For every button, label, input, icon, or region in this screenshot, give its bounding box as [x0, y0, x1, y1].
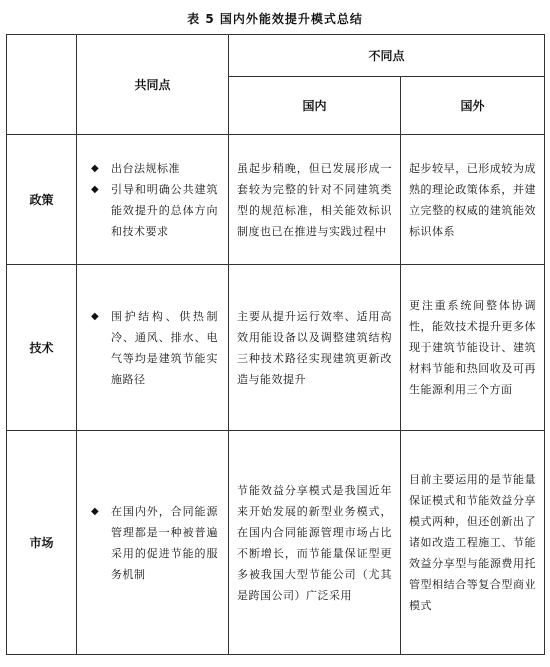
row-label-policy: 政策 — [7, 135, 77, 265]
table-title: 表 5 国内外能效提升模式总结 — [187, 12, 363, 26]
header-common: 共同点 — [77, 35, 229, 135]
foreign-text: 更注重系统间整体协调性，能效技术提升更多体现于建筑节能设计、建筑材料节能和热回收及可再生能源利用三个方面 — [409, 299, 537, 396]
domestic-cell-market — [229, 431, 401, 655]
common-point-text: 在国内外，合同能源管理都是一种被普遍采用的促进节能的服务机制 — [111, 504, 218, 581]
domestic-cell-technology — [229, 265, 401, 431]
list-item — [91, 501, 218, 585]
row-label-market: 市场 — [7, 431, 77, 655]
foreign-text: 起步较早，已形成较为成熟的理论政策体系，并建立完整的权威的建筑能效标识体系 — [409, 161, 537, 238]
domestic-text: 节能效益分享模式是我国近年来开始发展的新型业务模式，在国内合同能源管理市场占比不断增长，而节能量保证型更多被我国大型节能公司（尤其是跨国公司）广泛采用 — [237, 483, 392, 602]
domestic-text: 主要从提升运行效率、适用高效用能设备以及调整建筑结构三种技术路径实现建筑更新改造与能效提升 — [237, 309, 392, 386]
header-different: 不同点 — [229, 35, 545, 77]
common-cell-market — [77, 431, 229, 655]
table-row-policy — [7, 135, 545, 265]
table-row-market — [7, 431, 545, 655]
common-cell-technology — [77, 265, 229, 431]
common-cell-policy — [77, 135, 229, 265]
diamond-bullet-icon: ◆ — [91, 162, 100, 174]
domestic-text: 虽起步稍晚，但已发展形成一套较为完整的针对不同建筑类型的规范标准，相关能效标识制度也已在推进与实践过程中 — [237, 161, 392, 238]
corner-cell — [7, 35, 77, 135]
foreign-cell-policy — [401, 135, 545, 265]
common-point-text: 出台法规标准 — [111, 161, 180, 175]
header-domestic: 国内 — [229, 77, 401, 135]
header-foreign: 国外 — [401, 77, 545, 135]
foreign-cell-technology — [401, 265, 545, 431]
foreign-cell-market — [401, 431, 545, 655]
foreign-text: 目前主要运用的是节能量保证模式和节能效益分享模式两种，但还创新出了诸如改造工程施工、节能效益分享型与能源费用托管型相结合等复合型商业模式 — [409, 473, 537, 612]
list-item — [91, 158, 218, 179]
common-point-text: 引导和明确公共建筑能效提升的总体方向和技术要求 — [111, 182, 218, 238]
list-item — [91, 306, 218, 390]
diamond-bullet-icon: ◆ — [91, 310, 100, 322]
list-item — [91, 179, 218, 242]
diamond-bullet-icon: ◆ — [91, 505, 100, 517]
diamond-bullet-icon: ◆ — [91, 183, 100, 195]
table-row-technology — [7, 265, 545, 431]
comparison-table — [6, 34, 545, 655]
common-point-text: 围护结构、供热制冷、通风、排水、电气等均是建筑节能实施路径 — [111, 309, 218, 386]
row-label-technology: 技术 — [7, 265, 77, 431]
domestic-cell-policy — [229, 135, 401, 265]
